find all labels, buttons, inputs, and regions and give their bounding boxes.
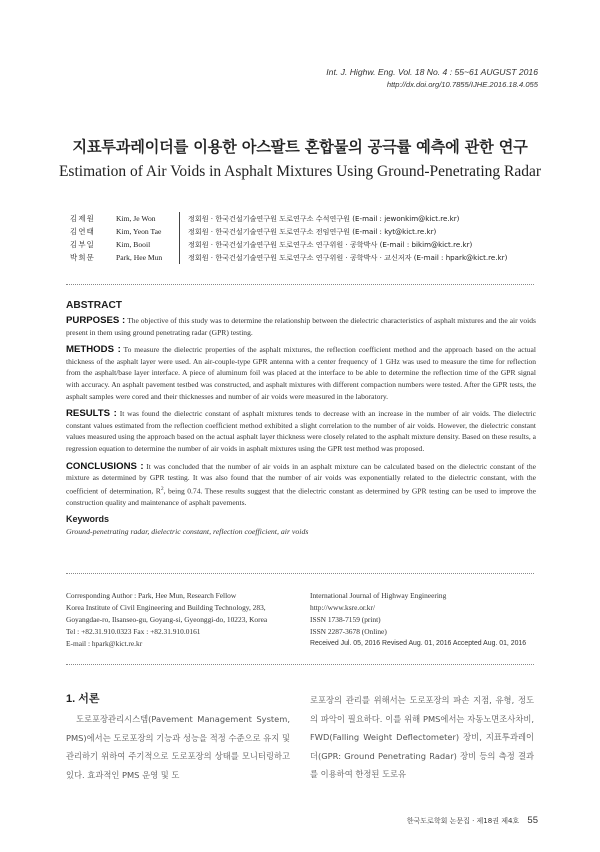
- abstract-purposes: [66, 315, 536, 338]
- footer-journal: 한국도로학회 논문집 · 제18권 제4호: [406, 817, 520, 825]
- author-name-ko: 김부일: [70, 240, 96, 249]
- journal-url[interactable]: http://www.ksre.or.kr/: [310, 603, 376, 613]
- page-footer: [407, 815, 538, 826]
- author-affiliation: 정회원 · 한국건설기술연구원 도로연구소 연구위원 · 공학박사 · 교신저자 (E-mail : hpark@kict.re.kr): [179, 251, 507, 264]
- correspondence-line: Corresponding Author : Park, Hee Mun, Research Fellow: [66, 591, 237, 600]
- abstract-heading: ABSTRACT: [66, 300, 123, 311]
- journal-info-line: ISSN 2287-3678 (Online): [310, 627, 387, 637]
- author-affiliation: 정회원 · 한국건설기술연구원 도로연구소 수석연구원 (E-mail : jewonkim@kict.re.kr): [179, 212, 459, 225]
- author-name-en: Kim, Je Won: [116, 214, 156, 223]
- purposes-text: The objective of this study was to determine the relationship between the dielectric characteristics of asphalt mixtures and the air voids present in them using ground penetrating radar (GPR) testing.: [66, 316, 536, 337]
- correspondence-email[interactable]: E-mail : hpark@kict.re.kr: [66, 639, 143, 649]
- superscript: 2: [160, 485, 164, 492]
- author-name-en: Kim, Booil: [116, 240, 151, 249]
- journal-citation: Int. J. Highw. Eng. Vol. 18 No. 4 : 55~61 AUGUST 2016: [326, 67, 538, 77]
- author-row: [70, 225, 540, 238]
- conclusions-label: CONCLUSIONS :: [66, 460, 144, 472]
- author-name-ko: 박희문: [70, 253, 96, 262]
- abstract-methods: [66, 344, 536, 402]
- divider: [66, 284, 534, 285]
- author-name-en: Kim, Yeon Tae: [116, 227, 162, 236]
- author-list: [70, 212, 540, 264]
- author-name-ko: 김연태: [70, 227, 96, 236]
- author-affiliation: 정회원 · 한국건설기술연구원 도로연구소 전임연구원 (E-mail : kyt@kict.re.kr): [179, 225, 436, 238]
- abstract-conclusions: [66, 461, 536, 509]
- journal-info: [310, 590, 540, 650]
- divider: [66, 664, 534, 665]
- section-heading: 1. 서론: [66, 693, 100, 705]
- author-row: [70, 212, 540, 225]
- divider: [66, 573, 534, 574]
- correspondence-line: Korea Institute of Civil Engineering and Building Technology, 283,: [66, 603, 266, 613]
- correspondence-line: Goyangdae-ro, Ilsanseo-gu, Goyang-si, Gyeonggi-do, 10223, Korea: [66, 615, 268, 625]
- purposes-label: PURPOSES :: [66, 315, 126, 326]
- author-affiliation: 정회원 · 한국건설기술연구원 도로연구소 연구위원 · 공학박사 (E-mail : bikim@kict.re.kr): [179, 238, 472, 251]
- abstract-section: [66, 300, 536, 536]
- author-name-ko: 김제원: [70, 214, 96, 223]
- author-row: [70, 251, 540, 264]
- conclusions-text: It was concluded that the number of air voids in an asphalt mixture can be calculated based on the dielectric constant of the mixture as determined by GPR testing. It was also found that the number of air voids was exponentially related to the dielectric constant, with the coefficient of determination, R: [66, 461, 537, 496]
- received-dates: Received Jul. 05, 2016 Revised Aug. 01, 2016 Accepted Aug. 01, 2016: [310, 640, 527, 648]
- body-column-right: 로포장의 관리를 위해서는 도로포장의 파손 지점, 유형, 정도의 파악이 필요하다. 이를 위해 PMS에서는 자동노면조사차비, FWD(Falling Weight Deflectometer) 장비, 지표투과레이더(GPR: Ground Penetrating Radar) 장비 등의 측정 결과를 이용하여 한정된 도로유: [310, 695, 534, 780]
- body-column-left: 도로포장관리시스템(Pavement Management System, PMS)에서는 도로포장의 기능과 성능을 적정 수준으로 유지 및 관리하기 위하여 주기적으로 도로포장의 상태를 모니터링하고 있다. 효과적인 PMS 운영 및 도: [66, 714, 290, 780]
- correspondence-line: Tel : +82.31.910.0323 Fax : +82.31.910.0161: [66, 627, 201, 637]
- keywords-heading: Keywords: [66, 514, 110, 525]
- results-label: RESULTS :: [66, 408, 117, 420]
- methods-text: To measure the dielectric properties of the asphalt mixtures, the reflection coefficient method and the approach based on the actual thickness of the asphalt layer were used. An air-couple-type GPR antenna with a center frequency of 1 GHz was used to measure the time for reflection from the asphalt/base layer interface. A piece of aluminum foil was placed at the interface to be able to determine the reflection time of the GPR signal with accuracy. An asphalt pavement testbed was constructed, and asphalt mixtures with different compaction numbers were tested. After the GPR tests, the asphalt samples were cored and their thicknesses and number of air voids were measured in the laboratory.: [66, 345, 536, 401]
- results-text: It was found the dielectric constant of asphalt mixtures tends to decrease with an increase in the number of air voids. The dielectric constant values estimated from the reflection coefficient method exhibited a slight correlation to the number of air voids. However, the dielectric constant values measured using the approach based on the actual asphalt layer thickness were closely related to the asphalt mixture density. Based on these results, a regression equation to determine the number of air voids in asphalt mixtures using the GPR test method was proposed.: [66, 409, 536, 453]
- abstract-results: [66, 408, 536, 454]
- author-name-en: Park, Hee Mun: [116, 253, 163, 262]
- methods-label: METHODS :: [66, 344, 121, 356]
- author-row: [70, 238, 540, 251]
- title-korean: 지표투과레이더를 이용한 아스팔트 혼합물의 공극률 예측에 관한 연구: [72, 138, 528, 156]
- conclusions-text-end: , being 0.74. These results suggest that the dielectric constant as determined by GPR testing can be used to improve the construction quality and maintenance of asphalt pavements.: [66, 486, 536, 507]
- page-number: 55: [527, 815, 538, 826]
- title-english: Estimation of Air Voids in Asphalt Mixtures Using Ground-Penetrating Radar: [58, 163, 542, 180]
- doi-link[interactable]: http://dx.doi.org/10.7855/IJHE.2016.18.4.055: [386, 80, 538, 89]
- keywords: Ground-penetrating radar, dielectric constant, reflection coefficient, air voids: [66, 527, 309, 537]
- correspondence-info: [66, 590, 301, 650]
- journal-info-line: International Journal of Highway Engineering: [310, 591, 447, 600]
- journal-info-line: ISSN 1738-7159 (print): [310, 615, 381, 625]
